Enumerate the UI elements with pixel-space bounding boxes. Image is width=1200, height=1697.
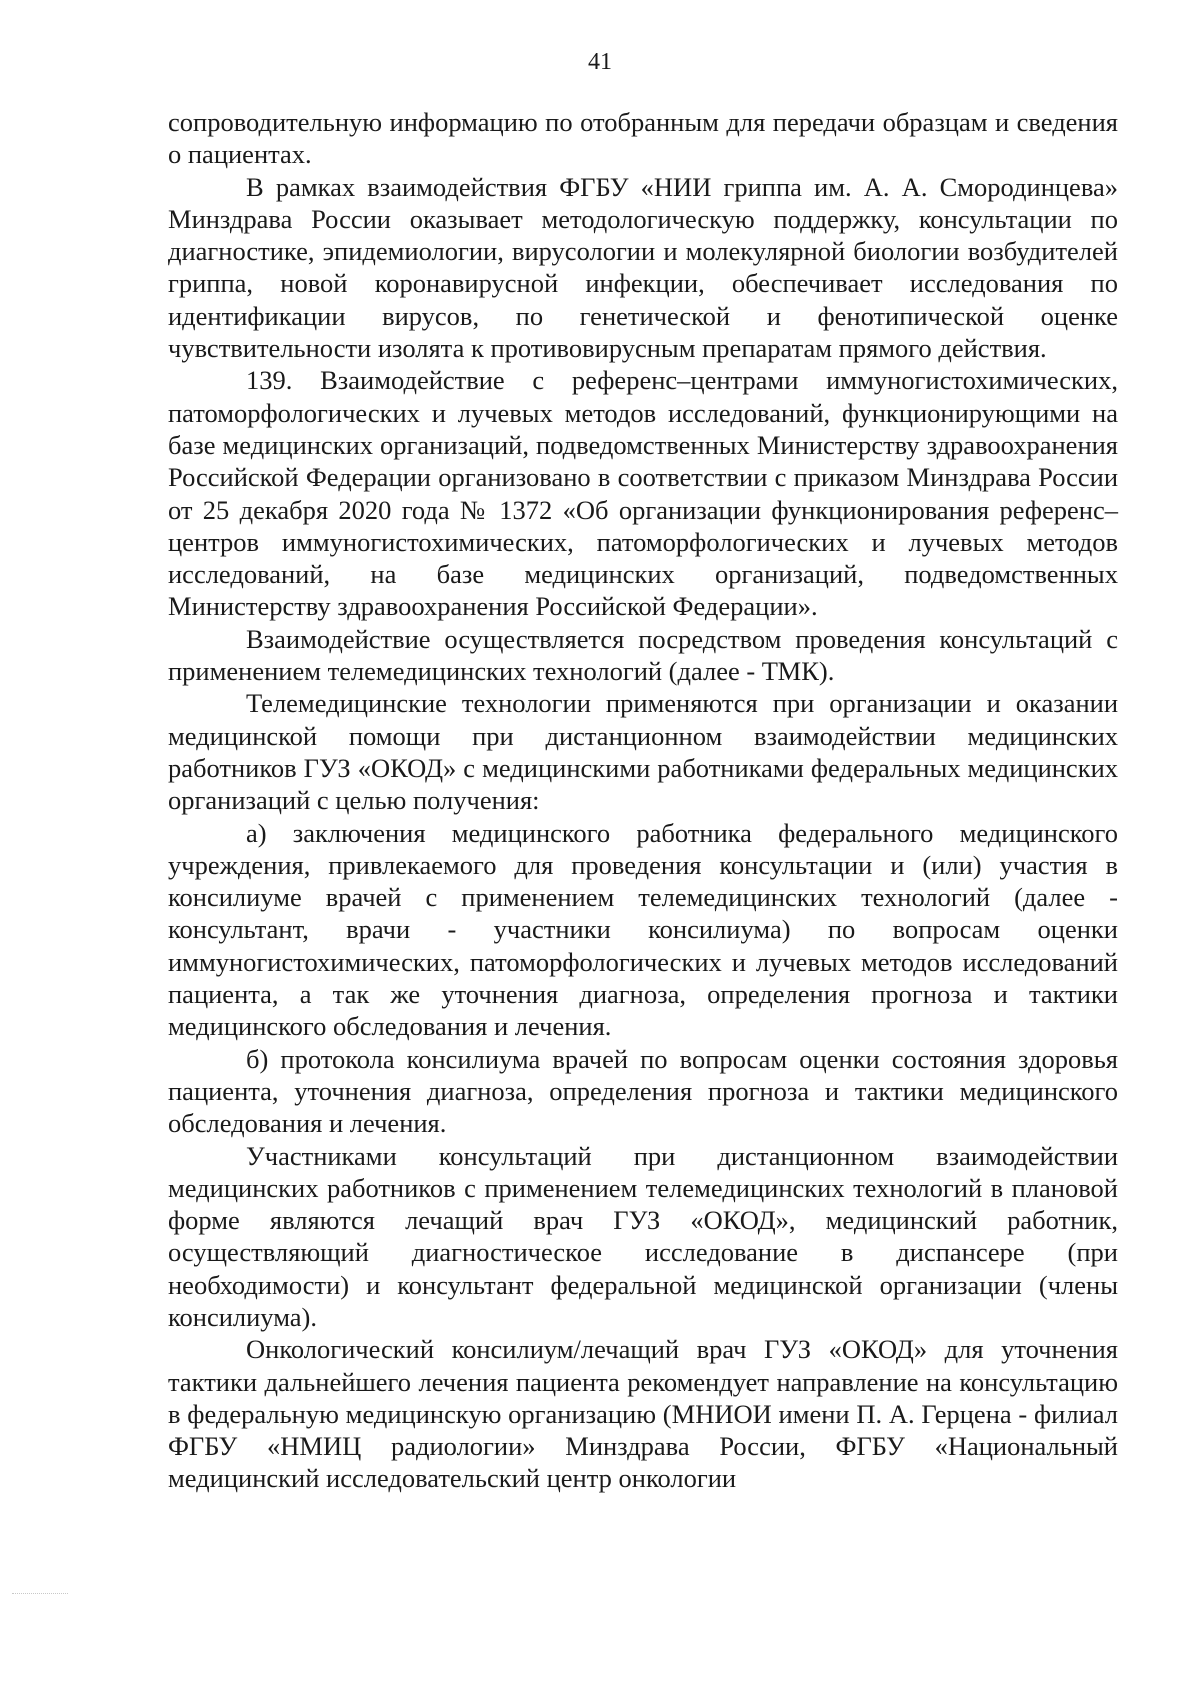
paragraph-item-139: 139. Взаимодействие с референс–центрами иммуногистохимических, патоморфологических и лучевых методов исследований, функционирующими на базе медицинских организаций, подведомственных Министерству здравоохранения Российской Федерации организовано в соответствии с приказом Минздрава России от 25 декабря 2020 года № 1372 «Об организации функционирования референс–центров иммуногистохимических, патоморфологических и лучевых методов исследований, на базе медицинских организаций, подведомственных Министерству здравоохранения Российской Федерации». bbox=[168, 365, 1118, 622]
paragraph-oncology-council: Онкологический консилиум/лечащий врач ГУЗ «ОКОД» для уточнения тактики дальнейшего лечения пациента рекомендует направление на консультацию в федеральную медицинскую организацию (МНИОИ имени П. А. Герцена - филиал ФГБУ «НМИЦ радиологии» Минздрава России, ФГБУ «Национальный медицинский исследовательский центр онкологии bbox=[168, 1334, 1118, 1494]
scan-artifact-line bbox=[12, 1593, 68, 1594]
paragraph-item-b: б) протокола консилиума врачей по вопросам оценки состояния здоровья пациента, уточнения диагноза, определения прогноза и тактики медицинского обследования и лечения. bbox=[168, 1043, 1118, 1139]
paragraph-continuation: сопроводительную информацию по отобранным для передачи образцам и сведения о пациентах. bbox=[168, 107, 1118, 170]
paragraph-participants: Участниками консультаций при дистанционном взаимодействии медицинских работников с применением телемедицинских технологий в плановой форме являются лечащий врач ГУЗ «ОКОД», медицинский работник, осуществляющий диагностическое исследование в диспансере (при необходимости) и консультант федеральной медицинской организации (члены консилиума). bbox=[168, 1140, 1118, 1332]
paragraph-interaction-tmk: Взаимодействие осуществляется посредством проведения консультаций с применением телемедицинских технологий (далее - ТМК). bbox=[168, 623, 1118, 687]
paragraph-nii-influenza: В рамках взаимодействия ФГБУ «НИИ гриппа им. А. А. Смородинцева» Минздрава России оказывает методологическую поддержку, консультации по диагностике, эпидемиологии, вирусологии и молекулярной биологии возбудителей гриппа, новой коронавирусной инфекции, обеспечивает исследования по идентификации вирусов, по генетической и фенотипической оценке чувствительности изолята к противовирусным препаратам прямого действия. bbox=[168, 171, 1118, 364]
paragraph-telemedicine: Телемедицинские технологии применяются при организации и оказании медицинской помощи при дистанционном взаимодействии медицинских работников ГУЗ «ОКОД» с медицинскими работниками федеральных медицинских организаций с целью получения: bbox=[168, 688, 1118, 816]
paragraph-item-a: а) заключения медицинского работника федерального медицинского учреждения, привлекаемого для проведения консультации и (или) участия в консилиуме врачей с применением телемедицинских технологий (далее - консультант, врачи - участники консилиума) по вопросам оценки иммуногистохимических, патоморфологических и лучевых методов исследований пациента, а так же уточнения диагноза, определения прогноза и тактики медицинского обследования и лечения. bbox=[168, 817, 1118, 1042]
document-body bbox=[168, 106, 1118, 1495]
page-number: 41 bbox=[588, 49, 612, 75]
